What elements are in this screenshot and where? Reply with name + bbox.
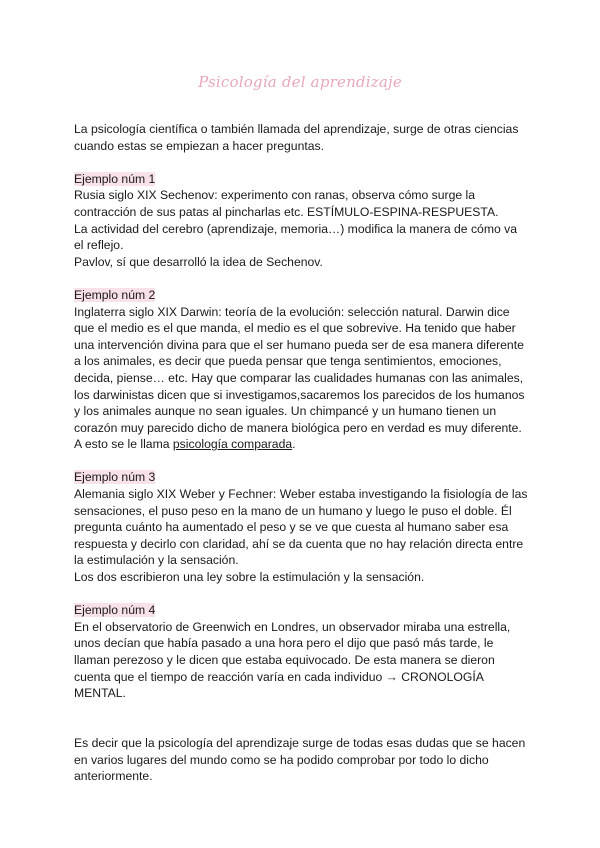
conclusion-paragraph: [74, 735, 534, 785]
text-line: contracción de sus patas al pincharlas etc. ESTÍMULO-ESPINA-RESPUESTA.: [74, 204, 499, 219]
intro-paragraph: [74, 121, 534, 154]
text-line: anteriormente.: [74, 769, 153, 784]
text-line: una intervención divina para que el ser humano pueda ser de esa manera diferente: [74, 337, 524, 352]
example-heading: Ejemplo núm 3: [74, 470, 156, 485]
example-section-1: [74, 171, 534, 271]
text-line: Inglaterra siglo XIX Darwin: teoría de la evolución: selección natural. Darwin dice: [74, 304, 510, 319]
text-line: en varios lugares del mundo como se ha podido comprobar por todo lo dicho: [74, 752, 489, 767]
text-line: Alemania siglo XIX Weber y Fechner: Weber estaba investigando la fisiología de las: [74, 487, 528, 502]
text-line: corazón muy parecido dicho de manera biológica pero en verdad es muy diferente.: [74, 420, 522, 435]
text-line: MENTAL.: [74, 686, 126, 701]
text-line: Es decir que la psicología del aprendizaje surge de todas esas dudas que se hacen: [74, 735, 526, 750]
document-body: [74, 121, 534, 785]
example-heading: Ejemplo núm 1: [74, 171, 156, 186]
text-line: a los animales, es decir que pueda pensar que tenga sentimientos, emociones,: [74, 354, 502, 369]
text-line: Pavlov, sí que desarrolló la idea de Sechenov.: [74, 254, 323, 269]
text-line: la estimulación y la sensación.: [74, 553, 239, 568]
text-line: La actividad del cerebro (aprendizaje, memoria…) modifica la manera de cómo va: [74, 221, 518, 236]
example-heading: Ejemplo núm 4: [74, 603, 156, 618]
text-line: y los animales aunque no sean iguales. Un chimpancé y un humano tienen un: [74, 404, 497, 419]
example-heading: Ejemplo núm 2: [74, 287, 156, 302]
example-section-2: [74, 287, 534, 453]
example-section-3: [74, 469, 534, 585]
text-line: cuenta que el tiempo de reacción varía en cada individuo → CRONOLOGÍA: [74, 669, 484, 684]
text-line: que el medio es el que manda, el medio es el que sobrevive. Ha tenido que haber: [74, 321, 516, 336]
text-line: llaman perezoso y le dicen que estaba equivocado. De esta manera se dieron: [74, 653, 495, 667]
text-line: cuando estas se empiezan a hacer preguntas.: [74, 138, 325, 153]
text-line: decida, piense… etc. Hay que comparar las cualidades humanas con las animales,: [74, 370, 524, 385]
text-line: unos decían que había pasado a una hora pero el dijo que pasó más tarde, le: [74, 636, 494, 651]
text-line: Los dos escribieron una ley sobre la estimulación y la sensación.: [74, 570, 425, 585]
text-line: La psicología científica o también llamada del aprendizaje, surge de otras ciencias: [74, 122, 519, 136]
text-line: [74, 436, 534, 453]
text-line: pregunta cuánto ha aumentado el peso y se ve que cuesta al humano saber esa: [74, 520, 509, 535]
text-fragment: .: [292, 437, 296, 452]
page-title: Psicología del aprendizaje: [198, 73, 402, 91]
text-line: Rusia siglo XIX Sechenov: experimento con ranas, observa cómo surge la: [74, 188, 476, 203]
text-line: sensaciones, el puso peso en la mano de un humano y luego le puso el doble. Él: [74, 503, 512, 518]
text-line: En el observatorio de Greenwich en Londres, un observador miraba una estrella,: [74, 619, 511, 634]
example-section-4: [74, 602, 534, 702]
text-line: los darwinistas dicen que si investigamos,sacaremos los parecidos de los humanos: [74, 387, 525, 402]
text-fragment: A esto se le llama: [74, 437, 173, 452]
underlined-term: psicología comparada: [172, 437, 293, 452]
text-line: respuesta y decirlo con claridad, ahí se da cuenta que no hay relación directa entre: [74, 536, 524, 551]
text-line: el reflejo.: [74, 238, 124, 253]
